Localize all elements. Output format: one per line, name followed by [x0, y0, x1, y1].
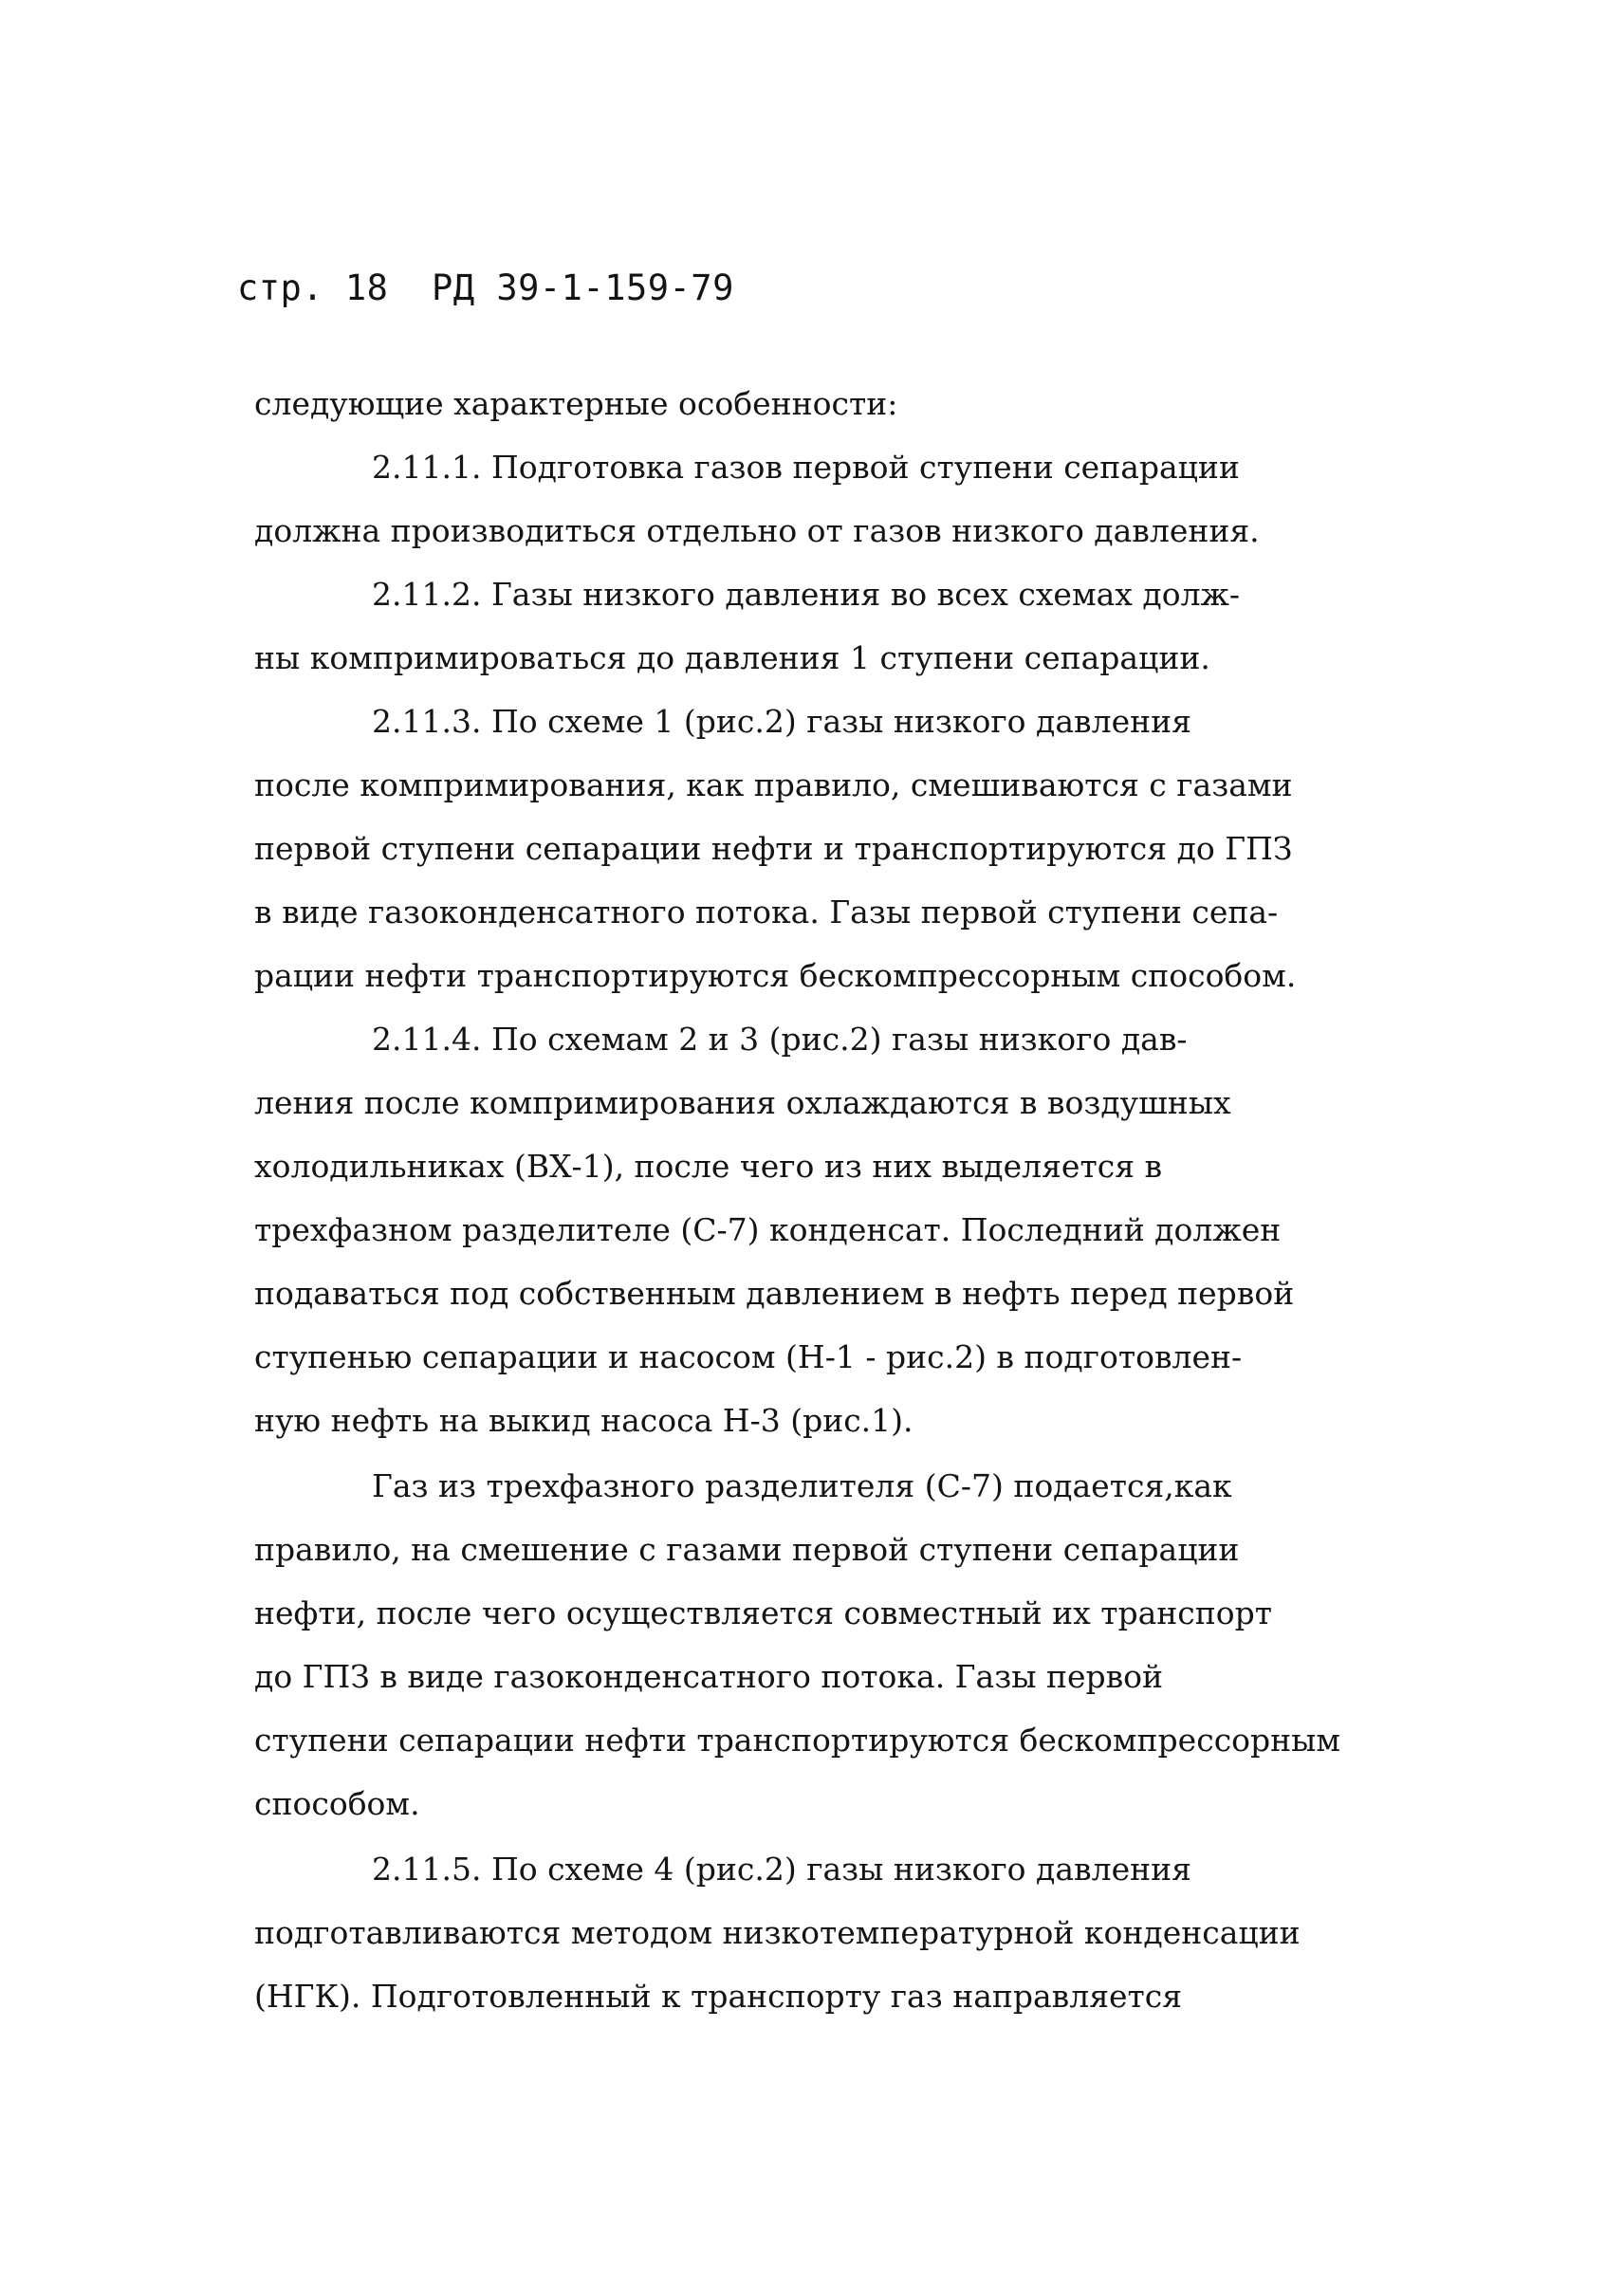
text-line: трехфазном разделителе (С-7) конденсат. Последний должен	[254, 1211, 1282, 1248]
text-line: ступенью сепарации и насосом (Н-1 - рис.2) в подготовлен-	[254, 1338, 1243, 1375]
page-header	[237, 260, 734, 317]
text-line: в виде газоконденсатного потока. Газы первой ступени сепа-	[254, 894, 1279, 931]
text-line: нефти, после чего осуществляется совместный их транспорт	[254, 1594, 1273, 1631]
text-line: следующие характерные особенности:	[254, 385, 898, 422]
clause-2-11-1-line: 2.11.1. Подготовка газов первой ступени сепарации	[372, 449, 1240, 486]
text-line: рации нефти транспортируются бескомпрессорным способом.	[254, 957, 1297, 994]
text-line: должна производиться отдельно от газов низкого давления.	[254, 512, 1260, 549]
text-line: подаваться под собственным давлением в нефть перед первой	[254, 1275, 1295, 1312]
text-line: правило, на смешение с газами первой ступени сепарации	[254, 1531, 1240, 1568]
text-line: первой ступени сепарации нефти и транспортируются до ГПЗ	[254, 830, 1293, 867]
text-line: до ГПЗ в виде газоконденсатного потока. Газы первой	[254, 1658, 1164, 1695]
clause-2-11-3-line: 2.11.3. По схеме 1 (рис.2) газы низкого давления	[372, 703, 1191, 740]
clause-2-11-4-line: 2.11.4. По схемам 2 и 3 (рис.2) газы низкого дав-	[372, 1021, 1188, 1058]
text-line: ную нефть на выкид насоса Н-3 (рис.1).	[254, 1402, 914, 1439]
text-line: ступени сепарации нефти транспортируются бескомпрессорным	[254, 1722, 1341, 1759]
text-line: подготавливаются методом низкотемпературной конденсации	[254, 1914, 1301, 1951]
text-line: ны компримироваться до давления 1 ступени сепарации.	[254, 639, 1210, 676]
paragraph-start-line: Газ из трехфазного разделителя (С-7) подается,как	[372, 1467, 1232, 1504]
text-line: (НГК). Подготовленный к транспорту газ направляется	[254, 1978, 1183, 2015]
clause-2-11-2-line: 2.11.2. Газы низкого давления во всех схемах долж-	[372, 576, 1241, 613]
text-line: холодильниках (ВХ-1), после чего из них выделяется в	[254, 1148, 1163, 1185]
text-line: после компримирования, как правило, смешиваются с газами	[254, 766, 1293, 803]
text-line: ления после компримирования охлаждаются в воздушных	[254, 1084, 1231, 1121]
page-number: стр. 18	[237, 267, 389, 308]
clause-2-11-5-line: 2.11.5. По схеме 4 (рис.2) газы низкого давления	[372, 1851, 1191, 1888]
document-code: РД 39-1-159-79	[432, 267, 734, 308]
body-text	[254, 372, 1412, 2028]
text-line: способом.	[254, 1785, 420, 1822]
